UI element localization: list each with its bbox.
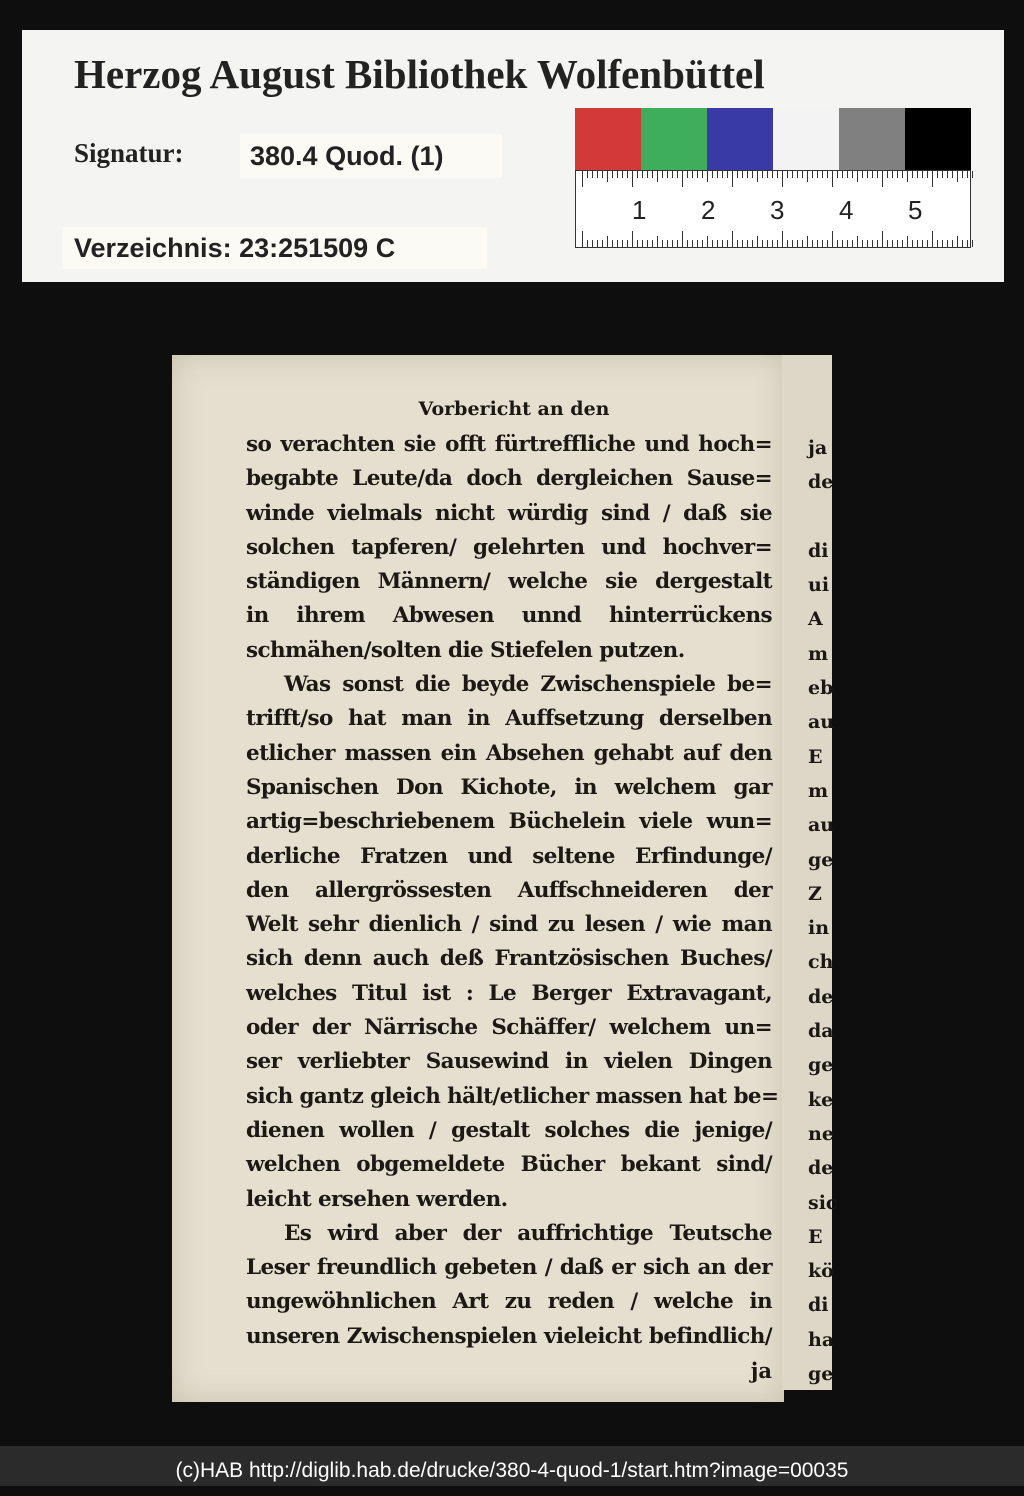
ruler-tick: [917, 240, 918, 247]
ruler-tick: [897, 171, 898, 178]
ruler-tick: [612, 171, 613, 178]
ruler-tick: [762, 240, 763, 247]
fragment-line: Z: [808, 882, 822, 905]
ruler-tick: [682, 171, 683, 187]
ruler-tick: [837, 171, 838, 178]
ruler-tick: [772, 171, 773, 178]
ruler-tick: [617, 171, 618, 178]
ruler-tick: [887, 171, 888, 178]
fragment-line: ge: [808, 1054, 834, 1077]
ruler-tick: [667, 171, 668, 178]
text-line: welches Titul ist : Le Berger Extravagant,: [246, 980, 772, 1006]
ruler-tick: [607, 236, 608, 247]
ruler-tick: [647, 171, 648, 178]
fragment-line: di: [808, 1294, 829, 1317]
text-line: artig=beschriebenem Büchelein viele wun=: [246, 809, 772, 835]
next-page-edge: [782, 355, 838, 1390]
ruler-tick: [742, 171, 743, 178]
ruler-tick: [597, 171, 598, 178]
ruler-tick: [802, 171, 803, 178]
ruler-tick: [852, 240, 853, 247]
ruler-tick: [892, 171, 893, 178]
fragment-line: de: [808, 1157, 834, 1180]
fragment-line: ui: [808, 574, 830, 597]
fragment-line: kö: [808, 1260, 834, 1283]
ruler-tick: [907, 171, 908, 182]
ruler-tick: [907, 236, 908, 247]
fragment-line: eb: [808, 677, 834, 700]
ruler-tick: [692, 240, 693, 247]
fragment-line: ja: [808, 437, 828, 459]
text-line: begabte Leute/da doch dergleichen Sause=: [246, 466, 772, 492]
ruler-tick: [732, 171, 733, 187]
library-label-card: [22, 30, 1004, 282]
ruler-tick: [647, 240, 648, 247]
ruler-tick: [657, 236, 658, 247]
ruler-tick: [857, 236, 858, 247]
ruler-tick: [632, 231, 633, 247]
ruler-tick: [682, 231, 683, 247]
ruler-tick: [827, 240, 828, 247]
ruler-tick: [717, 171, 718, 178]
ruler-tick: [752, 240, 753, 247]
text-line: sich denn auch deß Frantzösischen Buches/: [246, 946, 772, 972]
text-line: dienen wollen / gestalt solches die jenige/: [246, 1117, 772, 1143]
ruler-tick: [662, 171, 663, 178]
ruler-tick: [927, 240, 928, 247]
ruler-tick: [752, 171, 753, 178]
ruler-tick: [677, 171, 678, 178]
ruler-tick: [617, 240, 618, 247]
ruler-tick: [672, 240, 673, 247]
fragment-line: au: [808, 814, 835, 837]
ruler-tick: [762, 171, 763, 178]
text-line: trifft/so hat man in Auffsetzung derselben: [246, 706, 772, 732]
ruler-tick: [587, 240, 588, 247]
ruler-tick: [592, 171, 593, 178]
ruler-tick: [947, 240, 948, 247]
ruler-tick: [747, 171, 748, 178]
fragment-line: de: [808, 985, 834, 1008]
ruler-tick: [767, 240, 768, 247]
ruler-tick: [927, 171, 928, 178]
text-line: Was sonst die beyde Zwischenspiele be=: [284, 672, 772, 698]
ruler-tick: [902, 171, 903, 178]
scale-ruler: [575, 170, 971, 248]
ruler-tick: [867, 240, 868, 247]
ruler-tick: [652, 171, 653, 178]
ruler-tick: [612, 240, 613, 247]
ruler-tick: [737, 171, 738, 178]
ruler-tick: [932, 231, 933, 247]
fragment-line: m: [808, 779, 829, 802]
text-line: Spanischen Don Kichote, in welchem gar: [246, 774, 772, 800]
ruler-tick: [862, 240, 863, 247]
ruler-tick: [867, 171, 868, 178]
ruler-tick: [707, 236, 708, 247]
fragment-line: ha: [808, 1328, 835, 1351]
ruler-tick: [652, 240, 653, 247]
ruler-label: 3: [770, 195, 785, 225]
fragment-line: E: [808, 745, 823, 768]
ruler-tick: [782, 171, 783, 187]
running-head: Vorbericht an den: [418, 398, 610, 420]
ruler-tick: [872, 240, 873, 247]
library-title: Herzog August Bibliothek Wolfenbüttel: [74, 51, 765, 97]
text-line: den allergrössesten Auffschneideren der: [246, 877, 772, 903]
ruler-tick: [937, 240, 938, 247]
text-line: solchen tapferen/ gelehrten und hochver=: [246, 534, 772, 560]
text-line: winde vielmals nicht würdig sind / daß sie: [246, 500, 772, 526]
ruler-tick: [837, 240, 838, 247]
ruler-tick: [637, 171, 638, 178]
ruler-tick: [787, 171, 788, 178]
ruler-tick: [687, 240, 688, 247]
ruler-tick: [632, 171, 633, 187]
ruler-tick: [827, 171, 828, 178]
ruler-tick: [637, 240, 638, 247]
ruler-tick: [597, 240, 598, 247]
ruler-label: 4: [839, 195, 854, 225]
ruler-tick: [727, 240, 728, 247]
ruler-tick: [757, 171, 758, 182]
ruler-tick: [892, 240, 893, 247]
color-swatch: [905, 108, 971, 170]
text-line: leicht ersehen werden.: [246, 1186, 508, 1212]
ruler-tick: [672, 171, 673, 178]
ruler-tick: [812, 171, 813, 178]
ruler-tick: [757, 236, 758, 247]
ruler-tick: [952, 171, 953, 178]
ruler-tick: [667, 240, 668, 247]
fragment-line: de: [808, 471, 834, 494]
ruler-tick: [882, 231, 883, 247]
ruler-tick: [847, 240, 848, 247]
ruler-tick: [607, 171, 608, 182]
ruler-tick: [742, 240, 743, 247]
text-line: etlicher massen ein Absehen gehabt auf den: [246, 740, 772, 766]
ruler-tick: [957, 236, 958, 247]
ruler-tick: [622, 240, 623, 247]
text-line: sich gantz gleich hält/etlicher massen hat be=: [246, 1083, 779, 1109]
catchword: ja: [750, 1358, 772, 1384]
ruler-label: 1: [632, 195, 647, 225]
ruler-tick: [657, 171, 658, 182]
ruler-tick: [847, 171, 848, 178]
ruler-tick: [942, 171, 943, 178]
text-line: ser verliebter Sausewind in vielen Dingen: [246, 1049, 772, 1075]
fragment-line: ch: [808, 951, 834, 974]
ruler-tick: [822, 240, 823, 247]
ruler-tick: [877, 240, 878, 247]
ruler-tick: [627, 171, 628, 178]
ruler-tick: [802, 240, 803, 247]
ruler-tick: [972, 240, 973, 247]
ruler-tick: [747, 240, 748, 247]
fragment-line: di: [808, 539, 829, 562]
text-line: unseren Zwischenspielen vieleicht befindlich/: [246, 1323, 772, 1349]
ruler-tick: [722, 171, 723, 178]
ruler-tick: [972, 171, 973, 178]
text-line: Es wird aber der auffrichtige Teutsche: [284, 1220, 772, 1246]
ruler-tick: [937, 171, 938, 178]
color-swatch: [641, 108, 707, 170]
fragment-line: [782, 500, 832, 534]
fragment-line: ge: [808, 848, 834, 871]
color-swatch: [707, 108, 773, 170]
ruler-tick: [792, 240, 793, 247]
ruler-tick: [797, 240, 798, 247]
ruler-tick: [582, 231, 583, 247]
ruler-tick: [767, 171, 768, 178]
ruler-tick: [917, 171, 918, 178]
ruler-tick: [777, 171, 778, 178]
text-line: in ihrem Abwesen unnd hinterrückens: [246, 603, 772, 629]
fragment-line: ne: [808, 1122, 834, 1145]
fragment-line: ge: [808, 1363, 834, 1386]
ruler-label: 2: [701, 195, 716, 225]
text-line: ständigen Männern/ welche sie dergestalt: [246, 569, 772, 595]
ruler-tick: [922, 171, 923, 178]
ruler-tick: [687, 171, 688, 178]
ruler-tick: [897, 240, 898, 247]
ruler-tick: [602, 240, 603, 247]
ruler-tick: [862, 171, 863, 178]
ruler-tick: [782, 231, 783, 247]
ruler-tick: [732, 231, 733, 247]
color-swatch: [839, 108, 905, 170]
ruler-tick: [662, 240, 663, 247]
ruler-tick: [702, 171, 703, 178]
ruler-tick: [857, 171, 858, 182]
ruler-tick: [832, 171, 833, 187]
ruler-tick: [777, 240, 778, 247]
ruler-tick: [902, 240, 903, 247]
page-text: [246, 390, 779, 1388]
color-chart: [575, 108, 971, 170]
ruler-tick: [592, 240, 593, 247]
text-line: so verachten sie offt fürtreffliche und hoch=: [246, 432, 772, 457]
text-line: ungewöhnlichen Art zu reden / welche in: [246, 1289, 772, 1315]
ruler-tick: [842, 240, 843, 247]
ruler-tick: [642, 171, 643, 178]
ruler-tick: [702, 240, 703, 247]
text-line: welchen obgemeldete Bücher bekant sind/: [246, 1152, 772, 1178]
ruler-tick: [707, 171, 708, 182]
fragment-line: E: [808, 1225, 823, 1248]
ruler-tick: [942, 240, 943, 247]
ruler-tick: [602, 171, 603, 178]
text-line: Welt sehr dienlich / sind zu lesen / wie man: [246, 912, 772, 938]
ruler-tick: [722, 240, 723, 247]
ruler-label: 5: [908, 195, 923, 225]
color-swatch: [773, 108, 839, 170]
fragment-line: sic: [808, 1191, 838, 1214]
ruler-tick: [912, 171, 913, 178]
signatur-value: 380.4 Quod. (1): [240, 134, 502, 178]
ruler-tick: [807, 171, 808, 182]
ruler-tick: [792, 171, 793, 178]
ruler-tick: [737, 240, 738, 247]
text-line: oder der Närrische Schäffer/ welchem un=: [246, 1015, 772, 1041]
ruler-tick: [842, 171, 843, 178]
ruler-tick: [872, 171, 873, 178]
ruler-tick: [712, 171, 713, 178]
text-line: derliche Fratzen und seltene Erfindunge/: [246, 843, 772, 869]
fragment-line: in: [808, 917, 830, 940]
ruler-tick: [967, 240, 968, 247]
ruler-tick: [587, 171, 588, 178]
fragment-line: ke: [808, 1088, 834, 1111]
ruler-tick: [787, 240, 788, 247]
fragment-line: m: [808, 642, 829, 665]
ruler-tick: [957, 171, 958, 182]
ruler-tick: [622, 171, 623, 178]
ruler-tick: [912, 240, 913, 247]
ruler-tick: [962, 171, 963, 178]
ruler-tick: [887, 240, 888, 247]
text-line: schmähen/solten die Stiefelen putzen.: [246, 637, 685, 663]
ruler-tick: [812, 240, 813, 247]
ruler-tick: [852, 171, 853, 178]
fragment-line: da: [808, 1020, 834, 1043]
ruler-tick: [627, 240, 628, 247]
ruler-tick: [822, 171, 823, 178]
copyright-footer: (c)HAB http://diglib.hab.de/drucke/380-4-quod-1/start.htm?image=00035: [0, 1446, 1024, 1486]
ruler-tick: [697, 171, 698, 178]
ruler-tick: [697, 240, 698, 247]
ruler-tick: [772, 240, 773, 247]
ruler-tick: [717, 240, 718, 247]
signatur-label: Signatur:: [74, 138, 184, 168]
ruler-tick: [932, 171, 933, 187]
ruler-tick: [877, 171, 878, 178]
ruler-tick: [922, 240, 923, 247]
ruler-tick: [947, 171, 948, 178]
ruler-tick: [582, 171, 583, 187]
color-swatch: [575, 108, 641, 170]
ruler-tick: [727, 171, 728, 178]
verzeichnis: Verzeichnis: 23:251509 C: [62, 227, 487, 269]
ruler-tick: [817, 240, 818, 247]
ruler-tick: [882, 171, 883, 187]
ruler-tick: [832, 231, 833, 247]
ruler-tick: [967, 171, 968, 178]
fragment-line: A: [808, 608, 823, 631]
fragment-line: au: [808, 711, 835, 734]
text-line: Leser freundlich gebeten / daß er sich an der: [246, 1255, 772, 1281]
ruler-tick: [797, 171, 798, 178]
ruler-tick: [807, 236, 808, 247]
ruler-tick: [692, 171, 693, 178]
ruler-tick: [962, 240, 963, 247]
ruler-tick: [677, 240, 678, 247]
ruler-tick: [642, 240, 643, 247]
ruler-tick: [817, 171, 818, 178]
ruler-tick: [952, 240, 953, 247]
ruler-tick: [712, 240, 713, 247]
